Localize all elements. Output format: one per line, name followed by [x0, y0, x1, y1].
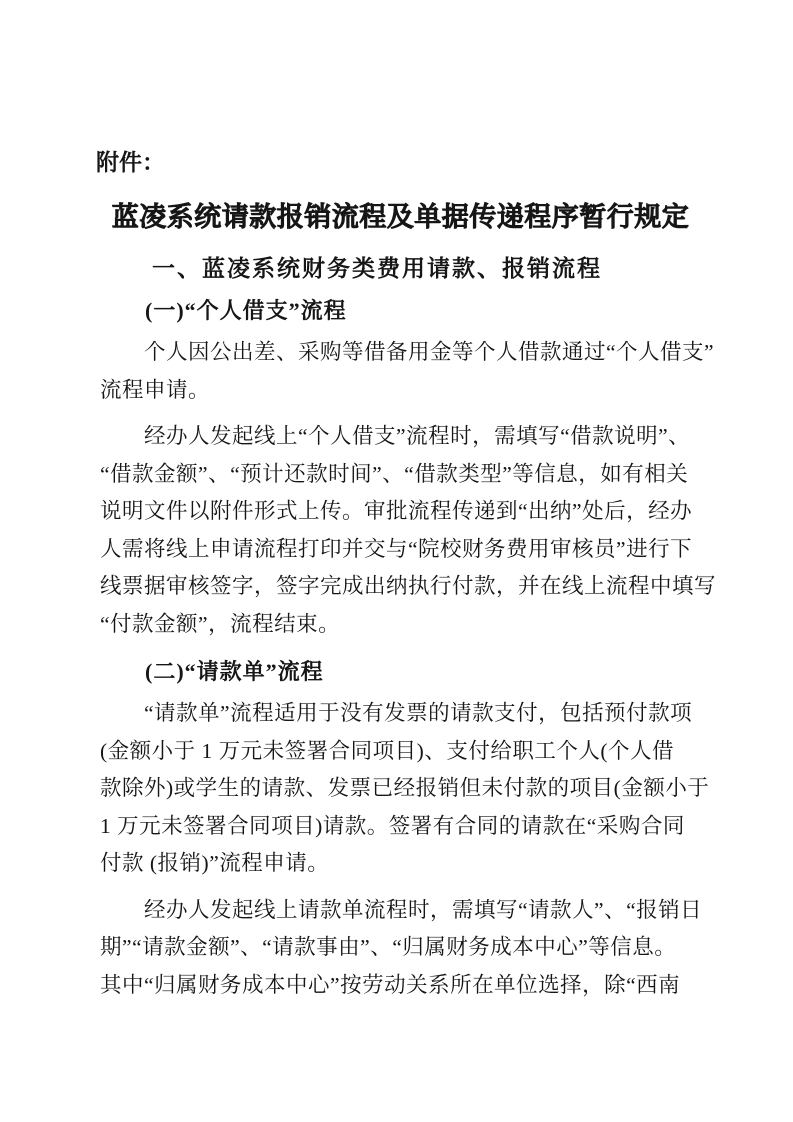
paragraph: [100, 695, 710, 883]
text-line: 款除外)或学生的请款、发票已经报销但未付款的项目(金额小于: [100, 776, 710, 800]
subsection-heading: (一)“个人借支”流程: [145, 298, 347, 323]
text-line: (金额小于 1 万元未签署合同项目)、支付给职工个人(个人借: [100, 738, 674, 763]
paragraph: [100, 334, 715, 409]
text-line: 个人因公出差、采购等借备用金等个人借款通过“个人借支”: [144, 340, 715, 364]
text-line: 期”“请款金额”、“请款事由”、“归属财务成本中心”等信息。: [100, 935, 677, 959]
subsection-heading: (二)“请款单”流程: [145, 659, 324, 684]
section-heading: 一、蓝凌系统财务类费用请款、报销流程: [152, 255, 602, 281]
document-title: 蓝凌系统请款报销流程及单据传递程序暂行规定: [111, 202, 690, 232]
text-line: “付款金额”，流程结束。: [100, 611, 341, 636]
text-line: 线票据审核签字，签字完成出纳执行付款，并在线上流程中填写: [100, 574, 717, 598]
document-blocks: [100, 254, 717, 1004]
text-line: 1 万元未签署合同项目)请款。签署有合同的请款在“采购合同: [100, 813, 685, 838]
text-line: 付款 (报销)”流程申请。: [100, 851, 330, 875]
text-line: 经办人发起线上“个人借支”流程时，需填写“借款说明”、: [144, 424, 691, 448]
paragraph: [100, 892, 701, 1005]
text-line: “请款单”流程适用于没有发票的请款支付，包括预付款项: [144, 701, 693, 725]
attachment-label: 附件：: [96, 149, 165, 175]
text-line: 其中“归属财务成本中心”按劳动关系所在单位选择，除“西南: [100, 972, 681, 997]
paragraph: [100, 418, 717, 643]
text-line: 人需将线上申请流程打印并交与“院校财务费用审核员”进行下: [100, 536, 693, 561]
text-line: 说明文件以附件形式上传。审批流程传递到“出纳”处后，经办: [100, 499, 693, 523]
text-line: 流程申请。: [100, 377, 211, 402]
text-line: “借款金额”、“预计还款时间”、“借款类型”等信息，如有相关: [100, 461, 689, 486]
text-line: 经办人发起线上请款单流程时，需填写“请款人”、“报销日: [144, 897, 703, 922]
